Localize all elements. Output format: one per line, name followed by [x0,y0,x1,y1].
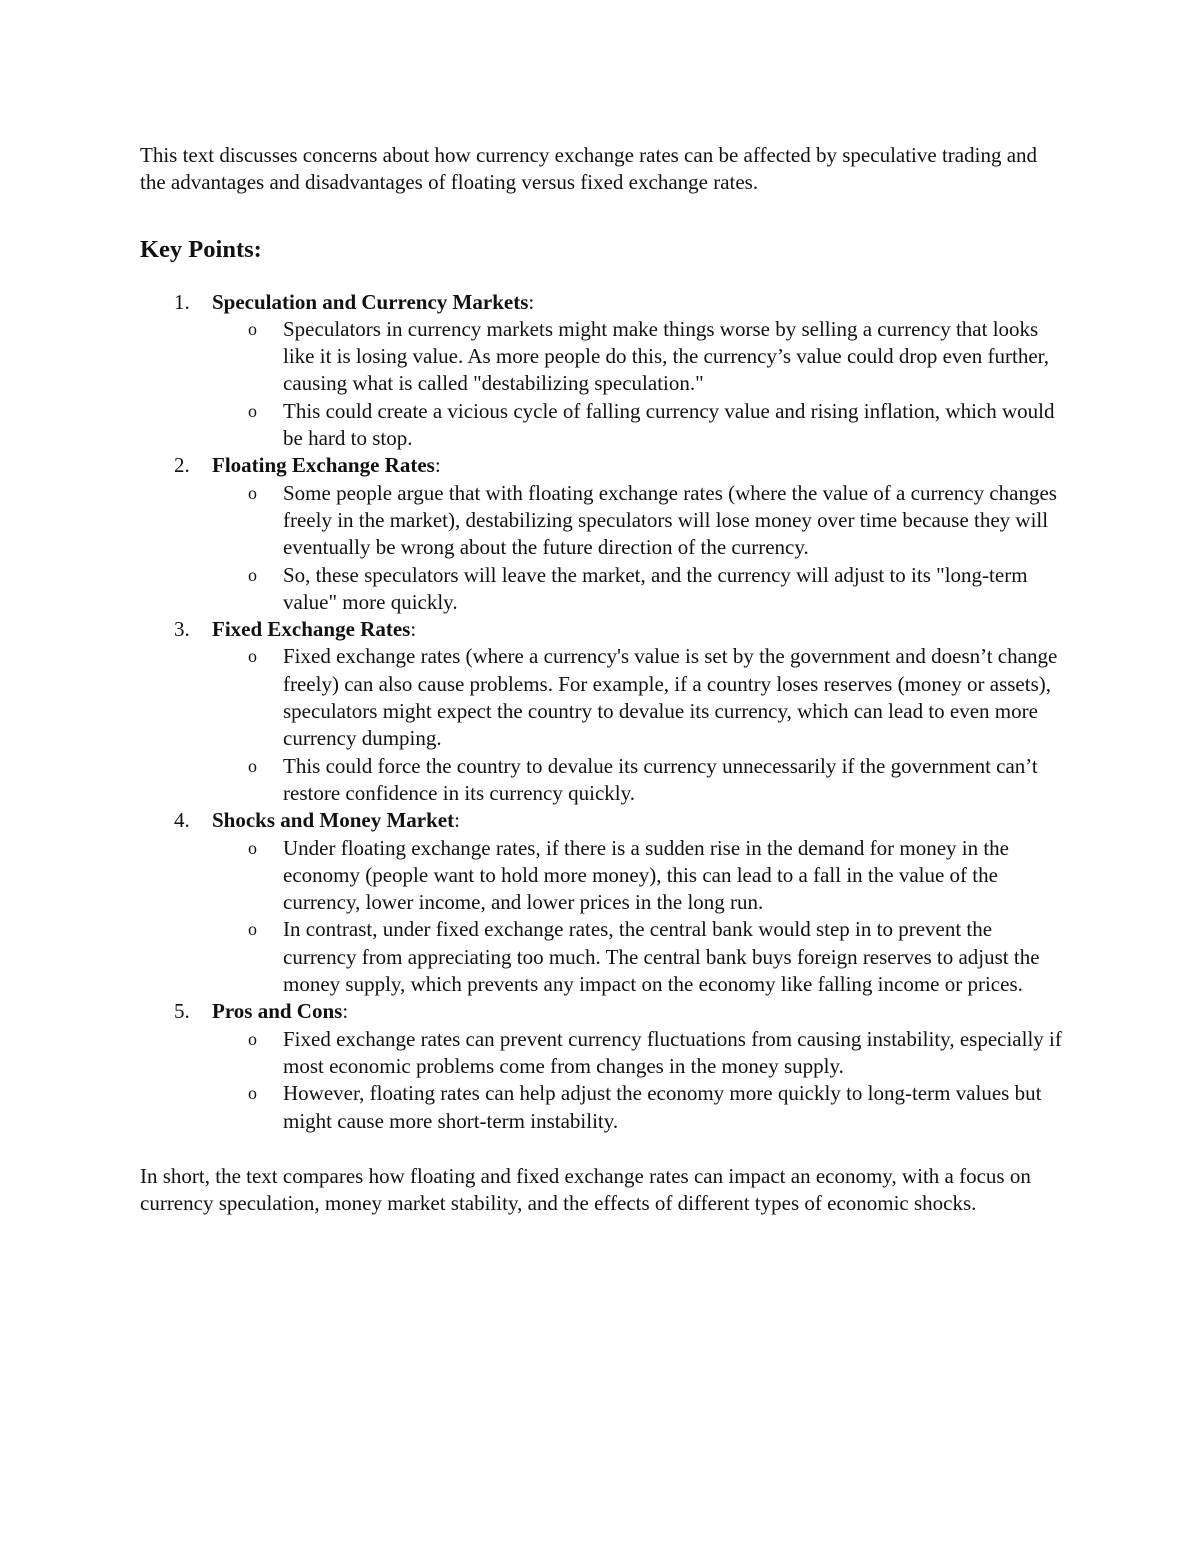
key-point-item [140,289,1065,453]
sub-bullet-item [212,1026,1065,1081]
key-point-colon: : [342,999,349,1024]
sub-bullet-item [212,916,1065,998]
sub-bullet-item [212,753,1065,808]
key-point-item [140,807,1065,998]
bullet-icon: o [248,1028,257,1049]
bullet-icon: o [248,646,257,667]
bullet-icon: o [248,482,257,503]
key-point-title: Shocks and Money Market [212,808,455,833]
key-point-heading [212,452,1065,479]
bullet-icon: o [248,919,257,940]
bullet-icon: o [248,318,257,339]
key-point-item [140,616,1065,807]
key-point-title: Speculation and Currency Markets [212,289,529,314]
sub-bullet-item [212,643,1065,752]
key-point-heading [212,616,1065,643]
sub-bullet-item [212,480,1065,562]
sub-bullet-text: This could force the country to devalue its currency unnecessarily if the government can’t restore confidence in its currency quickly. [283,753,1038,805]
key-point-title: Pros and Cons [212,999,343,1024]
sub-bullet-text: Some people argue that with floating exchange rates (where the value of a currency changes freely in the market), destabilizing speculators will lose money over time because they will eventually be wrong about the future direction of the currency. [283,480,1057,560]
sub-bullet-text: In contrast, under fixed exchange rates, the central bank would step in to prevent the currency from appreciating too much. The central bank buys foreign reserves to adjust the money supply, which prevents any impact on the economy like falling income or prices. [283,917,1040,997]
key-point-colon: : [410,617,417,642]
key-point-item [140,998,1065,1134]
key-point-heading [212,289,1065,316]
bullet-icon: o [248,755,257,776]
list-number: 1. [174,289,190,314]
document-page [140,142,1065,1217]
key-point-colon: : [434,453,441,478]
list-number: 4. [174,808,190,833]
sub-bullet-item [212,1080,1065,1135]
intro-paragraph: This text discusses concerns about how currency exchange rates can be affected by speculative trading and the advantages and disadvantages of floating versus fixed exchange rates. [140,143,1038,195]
list-number: 3. [174,617,190,642]
key-point-item [140,452,1065,616]
key-point-heading [212,807,1065,834]
sub-bullet-item [212,316,1065,398]
sub-bullet-text: Fixed exchange rates (where a currency's value is set by the government and doesn’t change freely) can also cause problems. For example, if a country loses reserves (money or assets), speculators might expect the country to devalue its currency, which can lead to even more currency dumping. [283,644,1058,751]
key-points-list [140,289,1065,1135]
key-point-colon: : [454,808,460,833]
key-point-title: Floating Exchange Rates [212,453,435,478]
sub-bullet-text: Fixed exchange rates can prevent currency fluctuations from causing instability, especially if most economic problems come from changes in the money supply. [283,1026,1062,1078]
sub-bullet-list [212,643,1065,807]
sub-bullet-list [212,480,1065,616]
bullet-icon: o [248,837,257,858]
sub-bullet-text: This could create a vicious cycle of falling currency value and rising inflation, which would be hard to stop. [283,398,1055,451]
bullet-icon: o [248,1083,257,1104]
bullet-icon: o [248,564,257,585]
sub-bullet-list [212,1026,1065,1135]
list-number: 5. [174,999,190,1024]
sub-bullet-text: So, these speculators will leave the market, and the currency will adjust to its "long-term value" more quickly. [283,562,1028,614]
sub-bullet-text: However, floating rates can help adjust the economy more quickly to long-term values but might cause more short-term instability. [283,1081,1042,1133]
list-number: 2. [174,453,190,478]
key-point-colon: : [528,289,535,314]
sub-bullet-text: Speculators in currency markets might make things worse by selling a currency that looks like it is losing value. As more people do this, the currency’s value could drop even further, causing what is called "destabilizing speculation." [283,316,1050,396]
sub-bullet-text: Under floating exchange rates, if there is a sudden rise in the demand for money in the economy (people want to hold more money), this can lead to a fall in the value of the currency, lower income, and lower prices in the long run. [283,835,1010,915]
sub-bullet-item [212,835,1065,917]
key-points-heading: Key Points: [140,235,262,263]
summary-paragraph: In short, the text compares how floating and fixed exchange rates can impact an economy, with a focus on currency speculation, money market stability, and the effects of different types of economic shocks. [140,1163,1031,1216]
sub-bullet-list [212,316,1065,452]
sub-bullet-list [212,835,1065,999]
sub-bullet-item [212,562,1065,617]
key-point-title: Fixed Exchange Rates [212,617,411,642]
sub-bullet-item [212,398,1065,453]
bullet-icon: o [248,400,257,421]
key-point-heading [212,998,1065,1025]
